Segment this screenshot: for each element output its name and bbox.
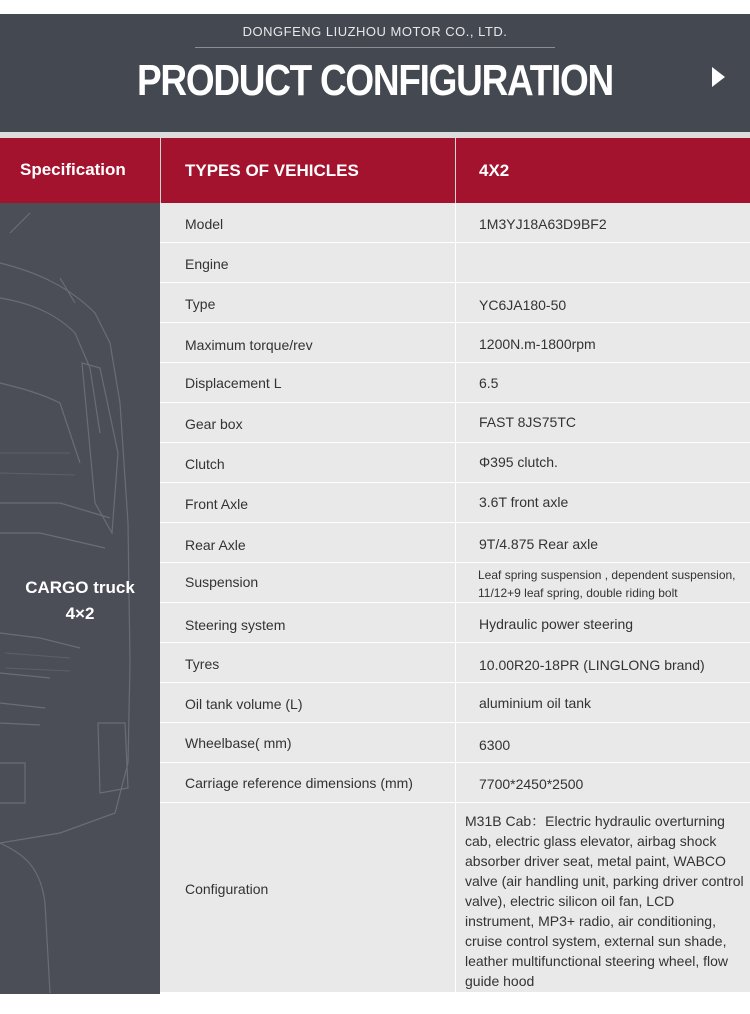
truck-side-panel xyxy=(0,203,160,994)
table-row-torque xyxy=(160,323,750,363)
page-title: PRODUCT CONFIGURATION xyxy=(137,56,613,105)
label-cell xyxy=(160,283,455,322)
value-cell xyxy=(456,723,750,762)
company-name: DONGFENG LIUZHOU MOTOR CO., LTD. xyxy=(242,24,508,39)
label-cell xyxy=(160,643,455,682)
row-value: 6300 xyxy=(479,737,511,753)
row-value-line2: 11/12+9 leaf spring, double riding bolt xyxy=(478,586,678,600)
label-cell xyxy=(160,443,455,482)
row-label: Type xyxy=(185,296,216,312)
row-label: Steering system xyxy=(185,617,286,633)
table-row-front-axle xyxy=(160,483,750,523)
row-label: Displacement L xyxy=(185,375,282,391)
specification-label: Specification xyxy=(20,160,126,179)
label-cell xyxy=(160,763,455,802)
row-label: Rear Axle xyxy=(185,537,246,553)
label-cell xyxy=(160,803,455,992)
label-cell xyxy=(160,203,455,242)
value-cell xyxy=(456,363,750,402)
value-cell xyxy=(456,483,750,522)
table-row-suspension xyxy=(160,563,750,603)
label-cell xyxy=(160,563,455,602)
vehicle-name xyxy=(0,575,160,627)
table-row-wheelbase xyxy=(160,723,750,763)
value-cell xyxy=(456,523,750,562)
header-divider-1 xyxy=(160,138,161,203)
row-value: 9T/4.875 Rear axle xyxy=(479,536,599,552)
row-value: Φ395 clutch. xyxy=(479,454,558,470)
value-cell xyxy=(456,603,750,642)
drive-type-header: 4X2 xyxy=(479,161,510,180)
table-row-engine xyxy=(160,243,750,283)
row-label: Clutch xyxy=(185,456,225,472)
row-value: 1M3YJ18A63D9BF2 xyxy=(479,216,607,232)
value-cell xyxy=(456,763,750,802)
row-label: Engine xyxy=(185,256,229,272)
table-row-clutch xyxy=(160,443,750,483)
row-label: Suspension xyxy=(185,574,259,590)
vehicle-name-line1: CARGO truck xyxy=(25,578,135,597)
row-value: 6.5 xyxy=(479,375,499,391)
row-label: Gear box xyxy=(185,416,243,432)
row-value: 10.00R20-18PR (LINGLONG brand) xyxy=(479,657,705,673)
row-value: 7700*2450*2500 xyxy=(479,776,584,792)
row-label: Carriage reference dimensions (mm) xyxy=(185,775,413,791)
table-row-type xyxy=(160,283,750,323)
value-cell xyxy=(456,323,750,362)
value-cell xyxy=(456,643,750,682)
row-label: Model xyxy=(185,216,224,232)
top-margin xyxy=(0,0,750,14)
bottom-margin xyxy=(0,994,750,1014)
play-arrow-icon[interactable] xyxy=(712,67,725,87)
value-cell xyxy=(456,203,750,242)
row-label: Configuration xyxy=(185,881,269,897)
specification-header-cell xyxy=(0,138,160,203)
spec-table xyxy=(160,203,750,993)
row-label: Oil tank volume (L) xyxy=(185,696,303,712)
value-cell xyxy=(456,683,750,722)
table-row-carriage xyxy=(160,763,750,803)
value-cell xyxy=(456,283,750,322)
table-row-gearbox xyxy=(160,403,750,443)
row-value-line1: Leaf spring suspension , dependent suspension, xyxy=(478,568,736,582)
label-cell xyxy=(160,483,455,522)
table-row-tyres xyxy=(160,643,750,683)
row-value: Hydraulic power steering xyxy=(479,616,634,632)
label-cell xyxy=(160,523,455,562)
label-cell xyxy=(160,363,455,402)
table-row-oil-tank xyxy=(160,683,750,723)
types-of-vehicles-header: TYPES OF VEHICLES xyxy=(185,161,359,180)
header-divider-2 xyxy=(455,138,456,203)
row-value: YC6JA180-50 xyxy=(479,297,567,313)
label-cell xyxy=(160,603,455,642)
configuration-text: M31B Cab：Electric hydraulic overturning cab, electric glass elevator, airbag shock absorber driver seat, metal paint, WABCO valve (air handling unit, parking driver control valve), electric silicon oil fan, LCD instrument, MP3+ radio, air conditioning, cruise control system, external sun shade, leather multifunctional steering wheel, flow guide hood xyxy=(465,813,744,989)
header-rule xyxy=(195,47,555,48)
vehicle-name-line2: 4×2 xyxy=(65,604,95,623)
value-cell xyxy=(456,243,750,282)
label-cell xyxy=(160,723,455,762)
label-cell xyxy=(160,403,455,442)
label-cell xyxy=(160,243,455,282)
row-label: Front Axle xyxy=(185,496,249,512)
table-row-rear-axle xyxy=(160,523,750,563)
value-cell xyxy=(456,443,750,482)
row-value: aluminium oil tank xyxy=(479,695,592,711)
row-value: 3.6T front axle xyxy=(479,494,569,510)
value-cell xyxy=(456,563,750,602)
row-value: FAST 8JS75TC xyxy=(479,414,577,430)
table-row-configuration xyxy=(160,803,750,993)
row-label: Tyres xyxy=(185,656,220,672)
table-row-model xyxy=(160,203,750,243)
value-cell xyxy=(456,403,750,442)
table-row-displacement xyxy=(160,363,750,403)
label-cell xyxy=(160,683,455,722)
table-row-steering xyxy=(160,603,750,643)
row-value: 1200N.m-1800rpm xyxy=(479,336,596,352)
row-label: Maximum torque/rev xyxy=(185,337,313,353)
label-cell xyxy=(160,323,455,362)
row-label: Wheelbase( mm) xyxy=(185,735,292,751)
